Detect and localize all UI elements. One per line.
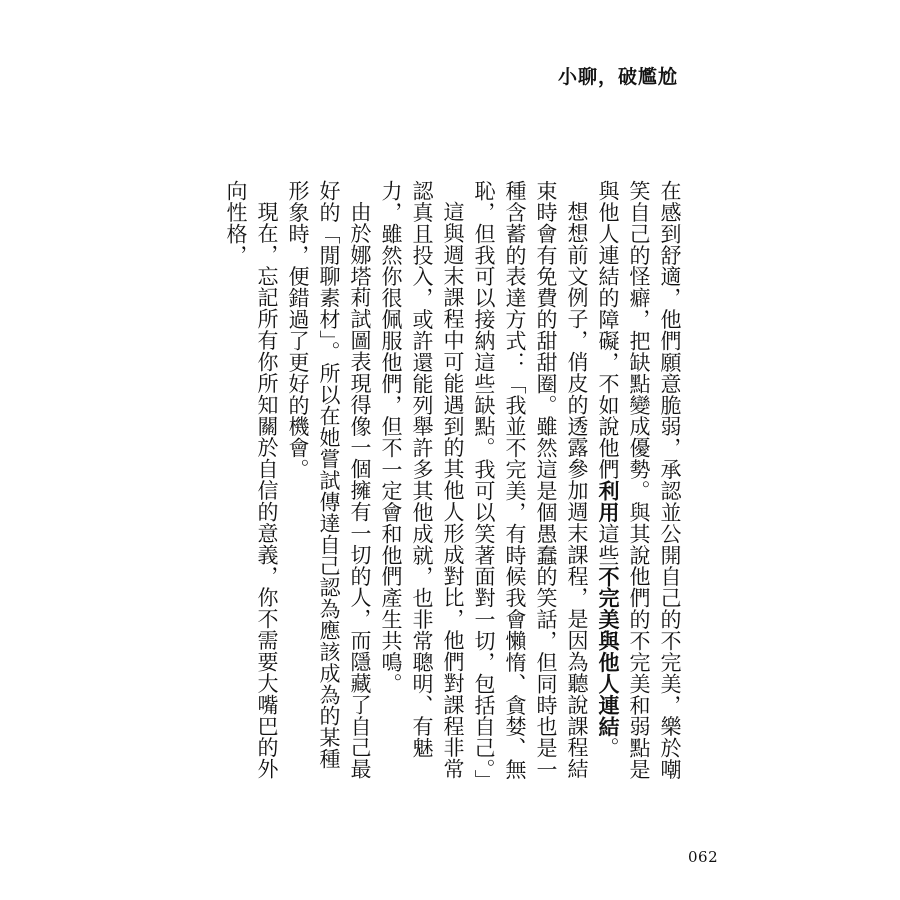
paragraph-1-bold-b: 不完美與他人連結 bbox=[596, 565, 620, 738]
paragraph-1-text-b: 這些 bbox=[596, 522, 620, 566]
paragraph-1 bbox=[592, 180, 685, 790]
paragraph-2: 想想前文例子，俏皮的透露參加週末課程，是因為聽說課程結束時會有免費的甜甜圈。雖然這是個愚蠢的笑話，但同時也是一種含蓄的表達方式：「我並不完美，有時候我會懶惰、貪婪、無恥，但我可以接納這些缺點。我可以笑著面對一切，包括自己。」 bbox=[472, 180, 589, 791]
paragraph-1-bold-a: 利用 bbox=[596, 480, 620, 523]
paragraph-4: 由於娜塔莉試圖表現得像一個擁有一切的人，而隱藏了自己最好的「閒聊素材」。所以在她嘗試傳達自己認為應該成為的某種形象時，便錯過了更好的機會。 bbox=[286, 180, 372, 780]
paragraph-1-text-a: 在感到舒適，他們願意脆弱，承認並公開自己的不完美，樂於嘲笑自己的怪癖，把缺點變成優勢。與其說他們的不完美和弱點是與他人連結的障礙，不如說他們 bbox=[596, 180, 682, 781]
running-header: 小聊，破尷尬 bbox=[557, 66, 678, 88]
paragraph-1-text-c: 。 bbox=[596, 737, 620, 759]
paragraph-3: 這與週末課程中可能遇到的其他人形成對比，他們對課程非常認真且投入，或許還能列舉許多其他成就，也非常聰明、有魅力，雖然你很佩服他們，但不一定會和他們產生共鳴。 bbox=[379, 180, 465, 780]
page-number: 062 bbox=[688, 848, 719, 866]
vertical-body-text bbox=[224, 180, 685, 791]
paragraph-5: 現在，忘記所有你所知關於自信的意義，你不需要大嘴巴的外向性格， bbox=[224, 180, 279, 780]
